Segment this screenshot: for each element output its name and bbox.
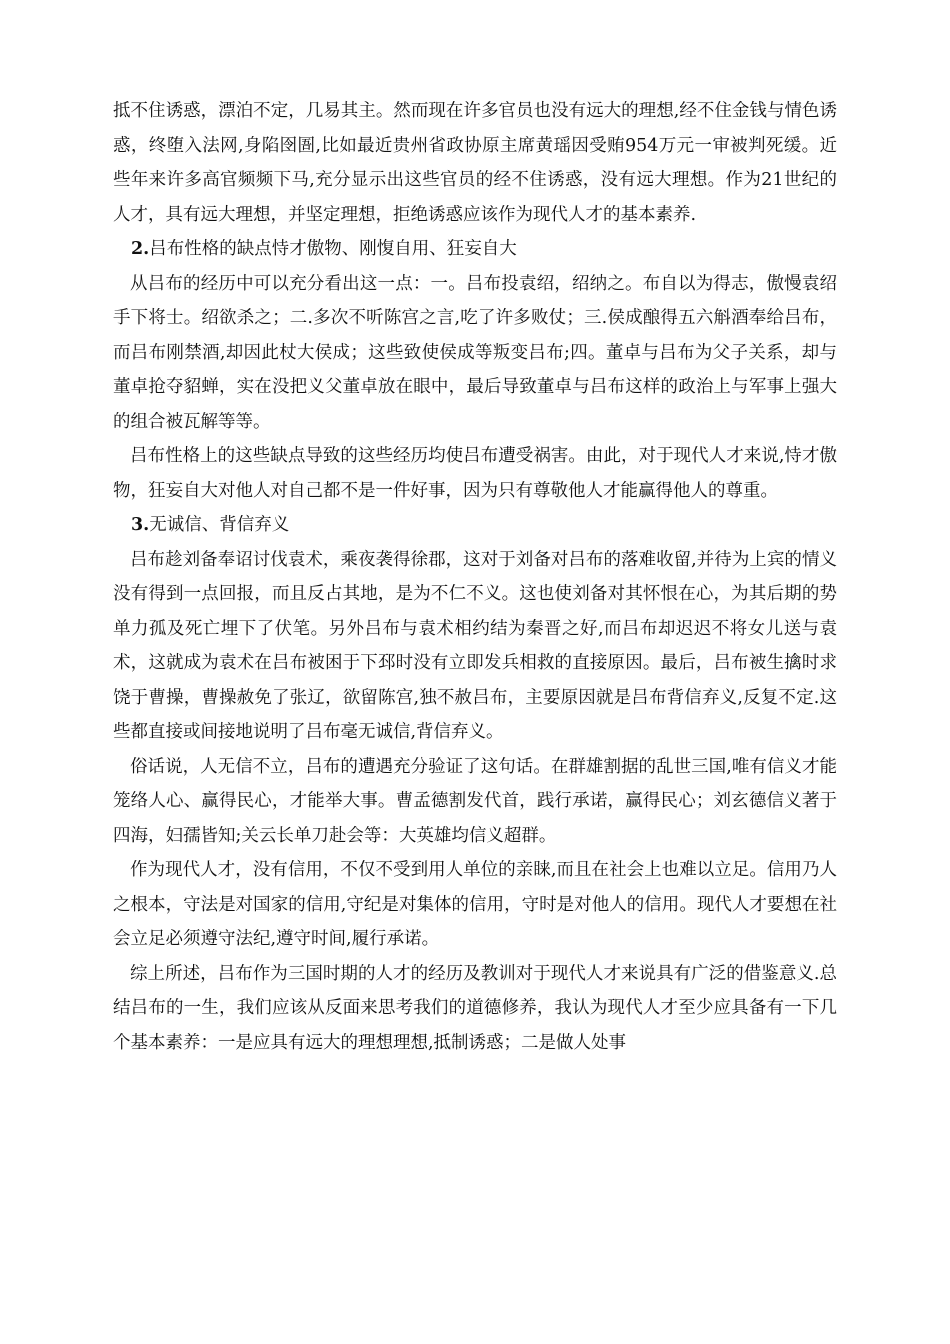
paragraph-summary: 综上所述，吕布作为三国时期的人才的经历及教训对于现代人才来说具有广泛的借鉴意义.总结吕布的一生，我们应该从反面来思考我们的道德修养，我认为现代人才至少应具备有一下几个基本素养：一是应具有远大的理想理想,抵制诱惑；二是做人处事 <box>113 963 837 1053</box>
section-heading-3 <box>113 508 837 543</box>
section-number-3: 3. <box>131 515 150 535</box>
section-title-3: 无诚信、背信弃义 <box>149 515 290 535</box>
paragraph-betrayal: 吕布趁刘备奉诏讨伐袁术，乘夜袭得徐郡，这对于刘备对吕布的落难收留,并待为上宾的情义没有得到一点回报，而且反占其地，是为不仁不义。这也使刘备对其怀恨在心，为其后期的势单力孤及死亡埋下了伏笔。另外吕布与袁术相约结为秦晋之好,而吕布却迟迟不将女儿送与袁术，这就成为袁术在吕布被困于下邳时没有立即发兵相救的直接原因。最后，吕布被生擒时求饶于曹操，曹操赦免了张辽，欲留陈宫,独不赦吕布，主要原因就是吕布背信弃义,反复不定.这些都直接或间接地说明了吕布毫无诚信,背信弃义。 <box>113 549 837 742</box>
paragraph-proverb: 俗话说，人无信不立，吕布的遭遇充分验证了这句话。在群雄割据的乱世三国,唯有信义才能笼络人心、赢得民心，才能举大事。曹孟德割发代首，践行承诺，赢得民心；刘玄德信义著于四海，妇孺皆知;关云长单刀赴会等：大英雄均信义超群。 <box>113 756 837 846</box>
section-number-2: 2. <box>131 239 150 259</box>
section-heading-2 <box>113 232 837 267</box>
paragraph-modern-credit: 作为现代人才，没有信用，不仅不受到用人单位的亲睐,而且在社会上也难以立足。信用乃人之根本，守法是对国家的信用,守纪是对集体的信用，守时是对他人的信用。现代人才要想在社会立足必须遵守法纪,遵守时间,履行承诺。 <box>113 860 837 949</box>
paragraph-lubu-experience: 从吕布的经历中可以充分看出这一点：一。吕布投袁绍，绍纳之。布自以为得志，傲慢袁绍手下将士。绍欲杀之；二.多次不听陈宫之言,吃了许多败仗；三.侯成酿得五六斛酒奉给吕布，而吕布刚禁酒,却因此杖大侯成；这些致使侯成等叛变吕布;四。董卓与吕布为父子关系，却与董卓抢夺貂蝉，实在没把义父董卓放在眼中，最后导致董卓与吕布这样的政治上与军事上强大的组合被瓦解等等。 <box>113 273 837 432</box>
paragraph-character-flaws: 吕布性格上的这些缺点导致的这些经历均使吕布遭受祸害。由此，对于现代人才来说,恃才傲物，狂妄自大对他人对自己都不是一件好事，因为只有尊敬他人才能赢得他人的尊重。 <box>113 446 837 501</box>
section-title-2: 吕布性格的缺点恃才傲物、刚愎自用、狂妄自大 <box>149 239 517 259</box>
paragraph-ideals-temptation: 抵不住诱惑，漂泊不定，几易其主。然而现在许多官员也没有远大的理想,经不住金钱与情色诱惑，终堕入法网,身陷囹圄,比如最近贵州省政协原主席黄瑶因受贿954万元一审被判死缓。近些年来许多高官频频下马,充分显示出这些官员的经不住诱惑，没有远大理想。作为21世纪的人才，具有远大理想，并坚定理想，拒绝诱惑应该作为现代人才的基本素养. <box>113 101 837 225</box>
document-body <box>113 94 837 1060</box>
